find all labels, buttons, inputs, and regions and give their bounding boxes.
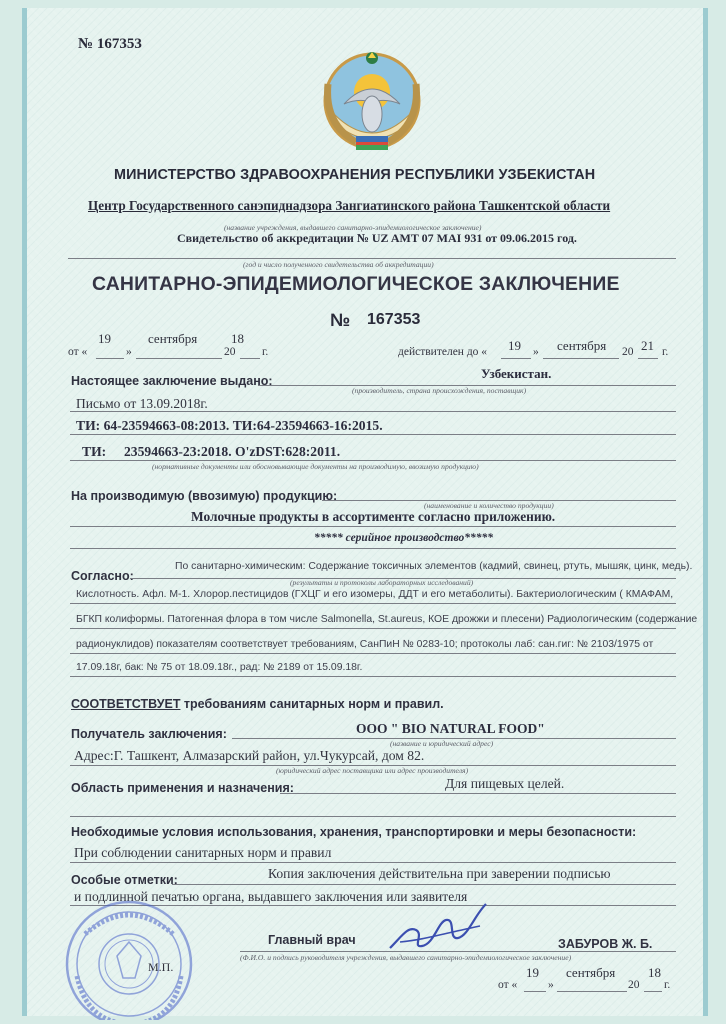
valid-month-line [543, 358, 619, 359]
scope-value: Для пищевых целей. [445, 776, 565, 791]
coat-of-arms-emblem [316, 44, 428, 154]
according-line-2-rule [70, 603, 676, 604]
valid-year-prefix: 20 [622, 346, 634, 358]
letter-line [70, 411, 676, 412]
valid-day: 19 [508, 338, 521, 353]
accreditation: Свидетельство об аккредитации № UZ AMT 07 MAI 931 от 09.06.2015 год. [177, 231, 577, 245]
conditions-line [70, 862, 676, 863]
recipient-value: ООО " BIO NATURAL FOOD" [356, 721, 545, 736]
sign-close-quote: » [548, 979, 554, 991]
according-line-4: радионуклидов) показателям соответствует требованиям, СанПиН № 0283-10; протоколы лаб: сан.гиг: № 2103/1975 от [76, 639, 654, 650]
conforms-rest: требованиям санитарных норм и правил. [180, 697, 444, 711]
special-label: Особые отметки: [71, 873, 178, 887]
according-line-5: 17.09.18г, бак: № 75 от 18.09.18г., рад: № 2189 от 15.09.18г. [76, 662, 363, 673]
year-line [240, 358, 260, 359]
signature-role: Главный врач [268, 933, 356, 947]
sign-day: 19 [526, 965, 539, 980]
according-label: Согласно: [71, 569, 134, 583]
sign-day-line [524, 991, 546, 992]
signature-note: (Ф.И.О. и подпись руководителя учреждения, выдавшего санитарно-эпидемиологическое заключение) [240, 953, 572, 962]
special-line-1: Копия заключения действительна при заверении подписью [268, 866, 611, 881]
special-line-2: и подлинной печатью органа, выдавшего заключения или заявителя [74, 889, 468, 904]
tu-line-1: ТИ: 64-23594663-08:2013. ТИ:64-23594663-16:2015. [76, 418, 383, 433]
product-note: (наименование и количество продукции) [424, 501, 554, 510]
round-seal-stamp [55, 886, 205, 1020]
sign-year: 18 [648, 965, 661, 980]
recipient-address: Адрес:Г. Ташкент, Алмазарский район, ул.Чукурсай, дом 82. [74, 748, 425, 763]
tu-prefix: ТИ: [82, 444, 107, 459]
issued-to-label: Настоящее заключение выдано: [71, 374, 273, 388]
issuing-center: Центр Государственного санэпиднадзора Зангиатинского района Ташкентской области [88, 198, 611, 213]
valid-year-line [638, 358, 658, 359]
issued-to-note: (производитель, страна происхождения, поставщик) [352, 386, 527, 395]
tu-line-2: 23594663-23:2018. O'zDST:628:2011. [124, 444, 341, 459]
product-label: На производимую (ввозимую) продукцию: [71, 489, 338, 503]
document-title: САНИТАРНО-ЭПИДЕМИОЛОГИЧЕСКОЕ ЗАКЛЮЧЕНИЕ [92, 273, 620, 295]
issued-to-value: Узбекистан. [481, 366, 552, 381]
year-prefix: 20 [224, 346, 236, 358]
tu-line-1-rule [70, 434, 676, 435]
serial-production: ***** серийное производство***** [314, 532, 493, 544]
according-line-1: По санитарно-химическим: Содержание токсичных элементов (кадмий, свинец, ртуть, мышяк, цинк, медь). [175, 561, 693, 572]
valid-close-quote: » [533, 346, 539, 358]
day-line [96, 358, 124, 359]
stamp-place-mark: М.П. [148, 960, 174, 974]
letter-date: Письмо от 13.09.2018г. [76, 396, 208, 411]
sign-from-label: от « [498, 979, 518, 991]
number-sign: № [330, 310, 351, 330]
accreditation-note: (год и число полученного свидетельства об аккредитации) [243, 260, 434, 269]
valid-label: действителен до « [398, 346, 488, 358]
scope-line [280, 793, 676, 794]
issue-month: сентября [148, 331, 198, 346]
tu-line-2-rule [70, 460, 676, 461]
issue-year: 18 [231, 331, 244, 346]
address-note: (юридический адрес поставщика или адрес производителя) [276, 766, 469, 775]
valid-month: сентября [557, 338, 607, 353]
according-line-2: Кислотность. Афл. М-1. Хлорор.пестицидов (ГХЦГ и его изомеры, ДДТ и его метаболиты). Бактериологическим ( КМАФАМ, [76, 589, 674, 600]
conforms-statement [71, 697, 444, 711]
from-label: от « [68, 346, 88, 358]
sign-year-line [644, 991, 662, 992]
year-suffix: г. [262, 346, 269, 358]
sign-month-line [557, 991, 627, 992]
handwritten-signature [382, 896, 492, 958]
sign-year-suffix: г. [664, 979, 671, 991]
conditions-value: При соблюдении санитарных норм и правил [74, 845, 332, 860]
according-line-3-rule [70, 628, 676, 629]
sign-month: сентября [566, 965, 616, 980]
recipient-note: (название и юридический адрес) [390, 739, 494, 748]
tu-note: (нормативные документы или обосновывающие документы на производимую, ввозимую продукцию) [152, 462, 479, 471]
sign-year-prefix: 20 [628, 979, 640, 991]
according-line-5-rule [70, 676, 676, 677]
document-number: № 167353 [78, 36, 142, 52]
divider [68, 258, 676, 259]
according-note: (результаты и протоколы лабораторных исследований) [290, 578, 474, 587]
month-line [136, 358, 222, 359]
product-value-line [70, 526, 676, 527]
scope-extra-line [70, 816, 676, 817]
according-line-3: БГКП колиформы. Патогенная флора в том числе Salmonella, St.aureus, КОЕ дрожжи и плесени) Радиологическим (содержание [76, 614, 698, 625]
product-value: Молочные продукты в ассортименте согласно приложению. [191, 509, 556, 524]
signature-name: ЗАБУРОВ Ж. Б. [558, 937, 653, 951]
conforms-word: СООТВЕТСТВУЕТ [71, 697, 181, 711]
according-line-4-rule [70, 653, 676, 654]
close-quote: » [126, 346, 132, 358]
special-line-1-rule [172, 884, 676, 885]
valid-year-suffix: г. [662, 346, 669, 358]
serial-line [70, 548, 676, 549]
valid-day-line [501, 358, 531, 359]
recipient-label: Получатель заключения: [71, 727, 227, 741]
valid-year: 21 [641, 338, 654, 353]
ministry-heading: МИНИСТЕРСТВО ЗДРАВООХРАНЕНИЯ РЕСПУБЛИКИ УЗБЕКИСТАН [114, 167, 596, 183]
issue-day: 19 [98, 331, 111, 346]
center-note: (название учреждения, выдавшего санитарно-эпидемиологическое заключение) [224, 223, 482, 232]
conditions-label: Необходимые условия использования, хранения, транспортировки и меры безопасности: [71, 825, 637, 839]
certificate-number: 167353 [367, 311, 421, 328]
scope-label: Область применения и назначения: [71, 781, 294, 795]
